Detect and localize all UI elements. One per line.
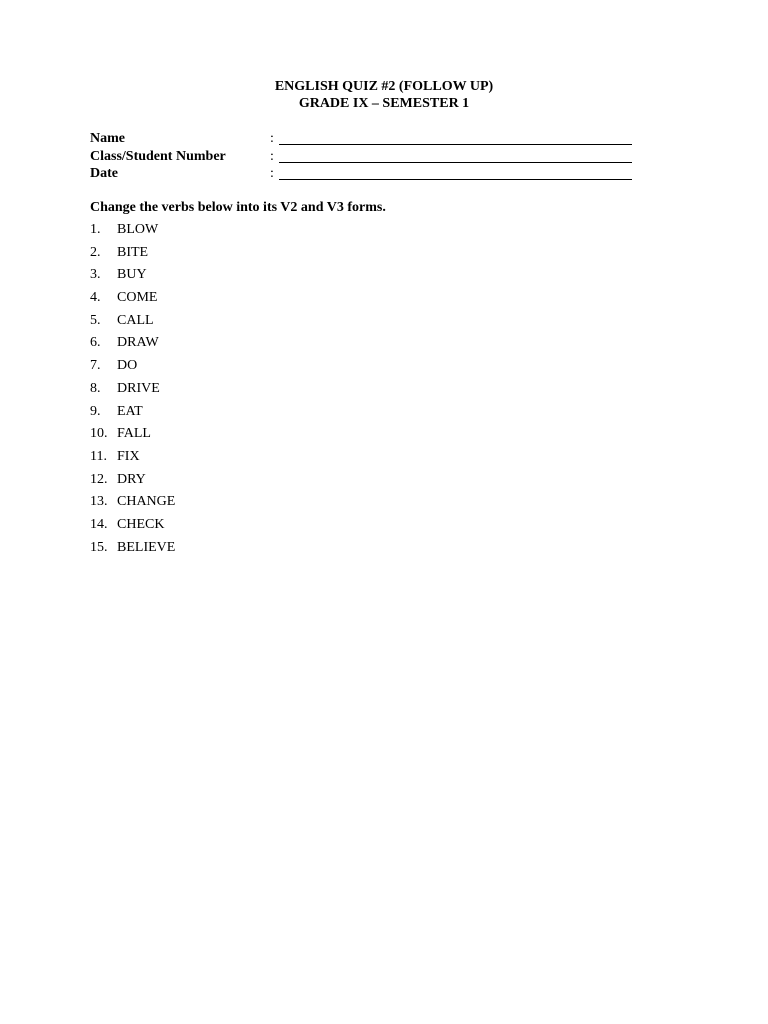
date-colon: : [270, 166, 274, 181]
date-blank-line [279, 179, 632, 180]
class-number-field-row [90, 148, 650, 166]
verb-number: 8. [90, 380, 101, 396]
date-field-row [90, 165, 650, 183]
name-colon: : [270, 131, 274, 146]
verb-list [90, 221, 175, 561]
verb-word: COME [117, 290, 158, 306]
verb-number: 13. [90, 494, 108, 510]
title-block [0, 78, 768, 112]
verb-item [90, 357, 175, 380]
verb-word: DRAW [117, 335, 159, 351]
class-number-colon: : [270, 148, 274, 164]
verb-number: 2. [90, 244, 101, 260]
verb-word: FALL [117, 426, 151, 442]
verb-item [90, 289, 175, 312]
verb-number: 10. [90, 426, 108, 442]
verb-item [90, 244, 175, 267]
verb-word: DRY [117, 471, 146, 487]
verb-item [90, 221, 175, 244]
verb-word: FIX [117, 448, 140, 464]
verb-word: EAT [117, 403, 143, 419]
verb-number: 11. [90, 448, 107, 464]
verb-number: 14. [90, 516, 108, 532]
verb-item [90, 425, 175, 448]
instruction-text: Change the verbs below into its V2 and V3 forms. [90, 200, 386, 215]
name-field-row [90, 130, 650, 148]
verb-word: CALL [117, 312, 154, 328]
date-label: Date [90, 166, 118, 181]
verb-item [90, 493, 175, 516]
class-number-label: Class/Student Number [90, 148, 226, 164]
verb-word: BELIEVE [117, 539, 176, 555]
student-info-fields [90, 130, 650, 183]
verb-item [90, 334, 175, 357]
verb-item [90, 403, 175, 426]
verb-number: 12. [90, 471, 108, 487]
verb-item [90, 312, 175, 335]
verb-word: BITE [117, 244, 149, 260]
verb-item [90, 448, 175, 471]
verb-number: 9. [90, 403, 101, 419]
verb-word: CHANGE [117, 494, 176, 510]
verb-word: DRIVE [117, 380, 160, 396]
verb-number: 15. [90, 539, 108, 555]
verb-number: 4. [90, 290, 101, 306]
quiz-subtitle: GRADE IX – SEMESTER 1 [298, 96, 470, 111]
verb-word: CHECK [117, 516, 165, 532]
verb-word: BUY [117, 267, 147, 283]
verb-number: 1. [90, 222, 101, 237]
verb-word: BLOW [117, 222, 159, 237]
verb-item [90, 471, 175, 494]
verb-number: 7. [90, 358, 101, 374]
verb-item [90, 539, 175, 562]
name-blank-line [279, 144, 632, 145]
verb-item [90, 380, 175, 403]
verb-number: 5. [90, 312, 101, 328]
verb-word: DO [117, 358, 138, 374]
class-number-blank-line [279, 162, 632, 163]
verb-item [90, 266, 175, 289]
name-label: Name [90, 131, 125, 146]
verb-number: 6. [90, 335, 101, 351]
verb-item [90, 516, 175, 539]
verb-number: 3. [90, 267, 101, 283]
quiz-title: ENGLISH QUIZ #2 (FOLLOW UP) [274, 79, 494, 94]
